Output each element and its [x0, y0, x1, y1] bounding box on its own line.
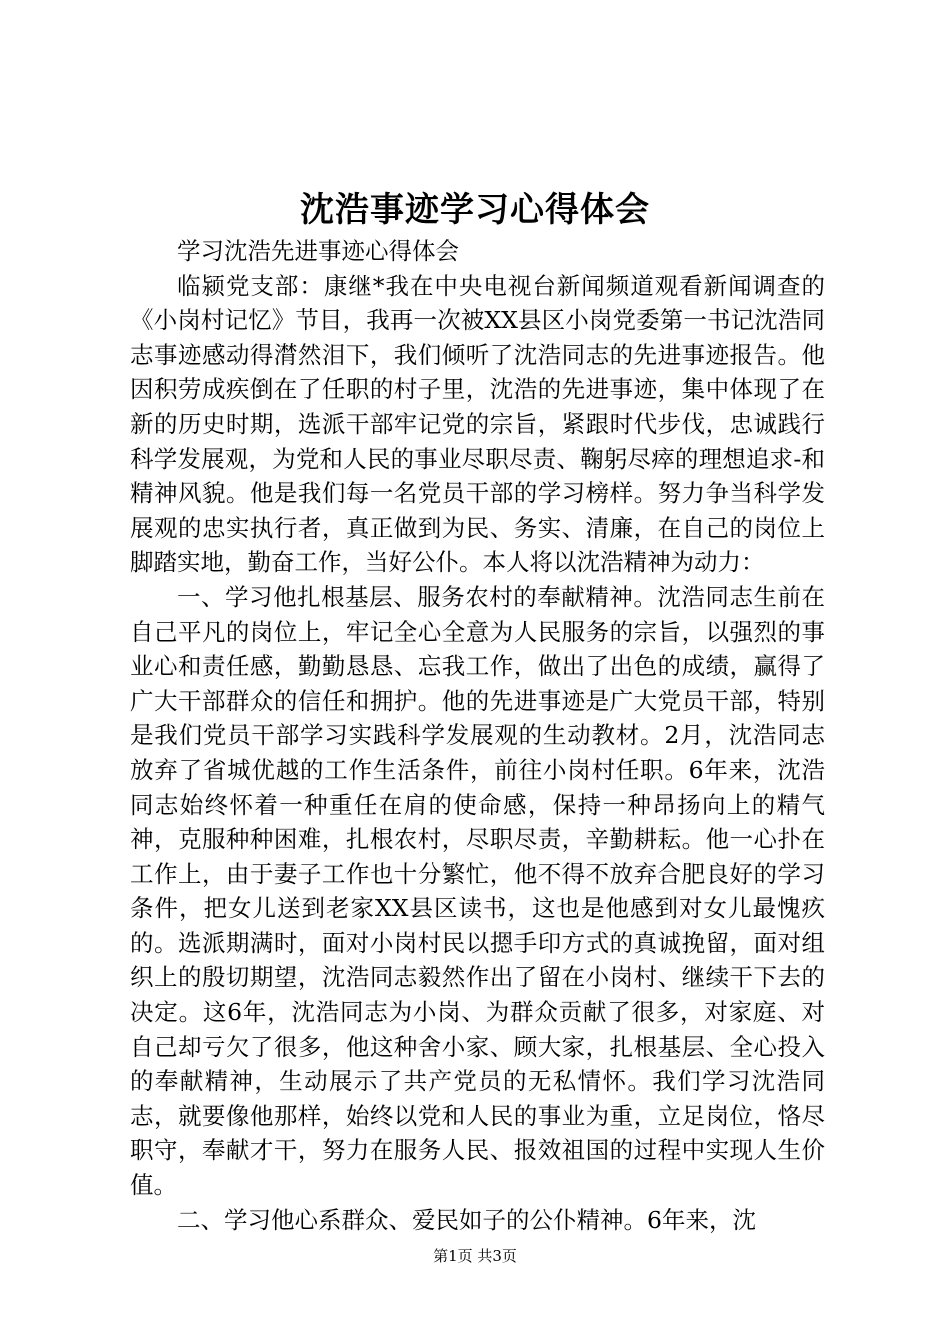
paragraph-section-one: 一、学习他扎根基层、服务农村的奉献精神。沈浩同志生前在自己平凡的岗位上，牢记全心全意为人民服务的宗旨，以强烈的事业心和责任感，勤勤恳恳、忘我工作，做出了出色的成绩，赢得了广大干部群众的信任和拥护。他的先进事迹是广大党员干部，特别是我们党员干部学习实践科学发展观的生动教材。2月，沈浩同志放弃了省城优越的工作生活条件，前往小岗村任职。6年来，沈浩同志始终怀着一种重任在肩的使命感，保持一种昂扬向上的精气神，克服种种困难，扎根农村，尽职尽责，辛勤耕耘。他一心扑在工作上，由于妻子工作也十分繁忙，他不得不放弃合肥良好的学习条件，把女儿送到老家XX县区读书，这也是他感到对女儿最愧疚的。选派期满时，面对小岗村民以摁手印方式的真诚挽留，面对组织上的殷切期望，沈浩同志毅然作出了留在小岗村、继续干下去的决定。这6年，沈浩同志为小岗、为群众贡献了很多，对家庭、对自己却亏欠了很多，他这种舍小家、顾大家，扎根基层、全心投入的奉献精神，生动展示了共产党员的无私情怀。我们学习沈浩同志，就要像他那样，始终以党和人民的事业为重，立足岗位，恪尽职守，奉献才干，努力在服务人民、报效祖国的过程中实现人生价值。	[130, 582, 825, 1200]
paragraph-intro: 临颍党支部：康继*我在中央电视台新闻频道观看新闻调查的《小岗村记忆》节目，我再一次被XX县区小岗党委第一书记沈浩同志事迹感动得潸然泪下，我们倾听了沈浩同志的先进事迹报告。他因积劳成疾倒在了任职的村子里，沈浩的先进事迹，集中体现了在新的历史时期，选派干部牢记党的宗旨，紧跟时代步伐，忠诚践行科学发展观，为党和人民的事业尽职尽责、鞠躬尽瘁的理想追求-和精神风貌。他是我们每一名党员干部的学习榜样。努力争当科学发展观的忠实执行者，真正做到为民、务实、清廉，在自己的岗位上脚踏实地，勤奋工作，当好公仆。本人将以沈浩精神为动力：	[130, 271, 825, 577]
page-number-footer: 第1页 共3页	[433, 1247, 517, 1265]
document-body	[130, 234, 825, 1237]
paragraph-subtitle: 学习沈浩先进事迹心得体会	[177, 237, 459, 265]
paragraph-section-two: 二、学习他心系群众、爱民如子的公仆精神。6年来，沈	[177, 1205, 756, 1234]
document-title: 沈浩事迹学习心得体会	[300, 190, 650, 230]
